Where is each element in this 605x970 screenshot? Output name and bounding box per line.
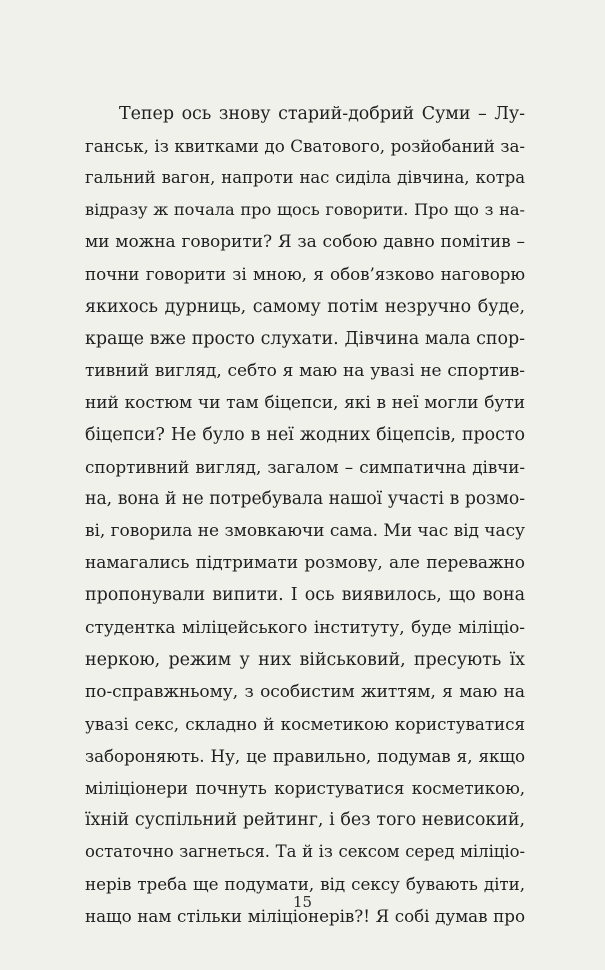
text-line: нерів треба ще подумати, від сексу бувають діти,	[85, 874, 525, 895]
text-line: міліціонери почнуть користуватися косметикою,	[85, 777, 525, 798]
page-number: 15	[292, 893, 313, 911]
text-line: забороняють. Ну, це правильно, подумав я, якщо	[85, 745, 525, 766]
text-line: ганськ, із квитками до Сватового, розйобаний за-	[85, 136, 525, 157]
text-line: їхній суспільний рейтинг, і без того невисокий,	[85, 810, 525, 831]
text-line: пропонували випити. І ось виявилось, що вона	[85, 585, 525, 606]
text-line: остаточно загнеться. Та й із сексом серед міліціо-	[85, 842, 525, 862]
text-line: по-справжньому, з особистим життям, я маю на	[85, 681, 525, 702]
text-line: на, вона й не потребувала нашої участі в розмо-	[85, 489, 525, 510]
text-line: студентка міліцейського інституту, буде міліціо-	[85, 617, 525, 638]
text-line: тивний вигляд, себто я маю на увазі не спортив-	[85, 360, 525, 381]
text-line: біцепси? Не було в неї жодних біцепсів, просто	[85, 424, 525, 445]
body-text	[85, 98, 525, 932]
text-line: Тепер ось знову старий-добрий Суми – Лу-	[119, 104, 525, 124]
text-line: ний костюм чи там біцепси, які в неї могли бути	[85, 392, 525, 413]
text-line: відразу ж почала про щось говорити. Про що з на-	[85, 200, 525, 220]
text-line: неркою, режим у них військовий, пресують їх	[85, 649, 525, 670]
text-line: ми можна говорити? Я за собою давно помітив –	[85, 232, 525, 253]
text-line: краще вже просто слухати. Дівчина мала спор-	[85, 328, 525, 349]
text-line: гальний вагон, напроти нас сиділа дівчина, котра	[85, 168, 525, 188]
text-line: намагались підтримати розмову, але переважно	[85, 553, 525, 574]
text-line: якихось дурниць, самому потім незручно буде,	[85, 296, 525, 317]
text-line: почни говорити зі мною, я обов’язково наговорю	[85, 264, 525, 285]
text-line: нащо нам стільки міліціонерів?! Я собі думав про	[85, 906, 525, 927]
text-line: увазі секс, складно й косметикою користуватися	[85, 713, 525, 734]
text-line: ві, говорила не змовкаючи сама. Ми час від часу	[85, 521, 525, 542]
text-line: спортивний вигляд, загалом – симпатична дівчи-	[85, 457, 525, 478]
